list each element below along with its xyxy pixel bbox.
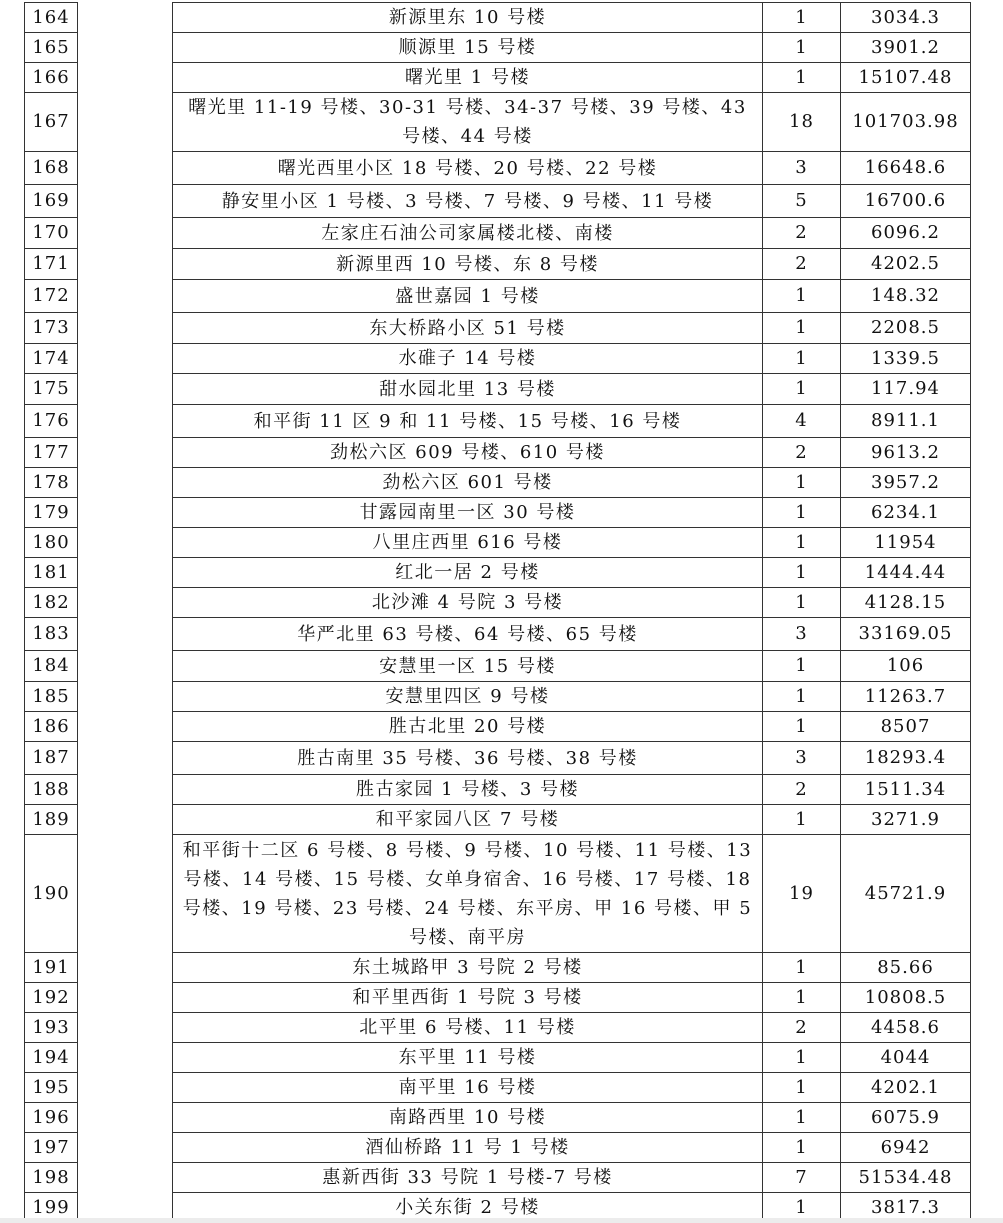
- floor-area-cell: 11954: [841, 528, 971, 558]
- address-cell: 小关东街 2 号楼: [173, 1193, 763, 1223]
- table-row: [25, 1103, 971, 1133]
- district-cell: [78, 344, 173, 374]
- building-count-cell: 1: [763, 651, 841, 682]
- address-cell: 和平家园八区 7 号楼: [173, 805, 763, 835]
- district-cell: [78, 1073, 173, 1103]
- building-count-cell: 1: [763, 1103, 841, 1133]
- table-row: [25, 33, 971, 63]
- floor-area-cell: 8507: [841, 712, 971, 742]
- row-number-cell: 170: [25, 218, 78, 249]
- table-row: [25, 498, 971, 528]
- address-cell: 东平里 11 号楼: [173, 1043, 763, 1073]
- district-cell: [78, 33, 173, 63]
- building-count-cell: 1: [763, 280, 841, 313]
- district-cell: [78, 152, 173, 185]
- row-number-cell: 188: [25, 775, 78, 805]
- district-cell: [78, 3, 173, 33]
- building-count-cell: 3: [763, 152, 841, 185]
- district-cell: [78, 805, 173, 835]
- district-cell: [78, 588, 173, 618]
- table-row: [25, 468, 971, 498]
- district-cell: [78, 218, 173, 249]
- district-cell: [78, 374, 173, 405]
- table-row: [25, 152, 971, 185]
- address-cell: 劲松六区 601 号楼: [173, 468, 763, 498]
- address-cell: 盛世嘉园 1 号楼: [173, 280, 763, 313]
- building-count-cell: 1: [763, 1193, 841, 1223]
- table-row: [25, 712, 971, 742]
- building-count-cell: 1: [763, 3, 841, 33]
- row-number-cell: 168: [25, 152, 78, 185]
- row-number-cell: 176: [25, 405, 78, 438]
- row-number-cell: 187: [25, 742, 78, 775]
- table-row: [25, 1073, 971, 1103]
- floor-area-cell: 11263.7: [841, 682, 971, 712]
- district-cell: [78, 185, 173, 218]
- floor-area-cell: 4458.6: [841, 1013, 971, 1043]
- building-count-cell: 1: [763, 588, 841, 618]
- address-cell: 安慧里四区 9 号楼: [173, 682, 763, 712]
- address-cell: 曙光西里小区 18 号楼、20 号楼、22 号楼: [173, 152, 763, 185]
- row-number-cell: 190: [25, 835, 78, 953]
- building-count-cell: 1: [763, 983, 841, 1013]
- floor-area-cell: 1339.5: [841, 344, 971, 374]
- table-row: [25, 185, 971, 218]
- district-cell: [78, 249, 173, 280]
- floor-area-cell: 101703.98: [841, 93, 971, 152]
- building-count-cell: 1: [763, 374, 841, 405]
- row-number-cell: 179: [25, 498, 78, 528]
- building-count-cell: 1: [763, 712, 841, 742]
- building-count-cell: 7: [763, 1163, 841, 1193]
- district-cell: [78, 280, 173, 313]
- floor-area-cell: 33169.05: [841, 618, 971, 651]
- row-number-cell: 192: [25, 983, 78, 1013]
- building-count-cell: 1: [763, 528, 841, 558]
- floor-area-cell: 1511.34: [841, 775, 971, 805]
- floor-area-cell: 2208.5: [841, 313, 971, 344]
- address-cell: 胜古南里 35 号楼、36 号楼、38 号楼: [173, 742, 763, 775]
- row-number-cell: 196: [25, 1103, 78, 1133]
- address-cell: 劲松六区 609 号楼、610 号楼: [173, 438, 763, 468]
- building-count-cell: 18: [763, 93, 841, 152]
- building-count-cell: 1: [763, 805, 841, 835]
- table-row: [25, 280, 971, 313]
- district-cell: [78, 775, 173, 805]
- floor-area-cell: 6075.9: [841, 1103, 971, 1133]
- building-list-table: [24, 2, 971, 1223]
- floor-area-cell: 4044: [841, 1043, 971, 1073]
- floor-area-cell: 148.32: [841, 280, 971, 313]
- table-row: [25, 1013, 971, 1043]
- building-count-cell: 2: [763, 438, 841, 468]
- address-cell: 和平街十二区 6 号楼、8 号楼、9 号楼、10 号楼、11 号楼、13 号楼、14 号楼、15 号楼、女单身宿舍、16 号楼、17 号楼、18 号楼、19 号楼、23 号楼、24 号楼、东平房、甲 16 号楼、甲 5 号楼、南平房: [173, 835, 763, 953]
- table-row: [25, 374, 971, 405]
- table-row: [25, 1163, 971, 1193]
- address-cell: 红北一居 2 号楼: [173, 558, 763, 588]
- address-cell: 顺源里 15 号楼: [173, 33, 763, 63]
- floor-area-cell: 4202.5: [841, 249, 971, 280]
- building-count-cell: 1: [763, 1073, 841, 1103]
- row-number-cell: 169: [25, 185, 78, 218]
- floor-area-cell: 106: [841, 651, 971, 682]
- row-number-cell: 191: [25, 953, 78, 983]
- table-row: [25, 835, 971, 953]
- district-cell: [78, 983, 173, 1013]
- district-cell: [78, 742, 173, 775]
- table-row: [25, 405, 971, 438]
- building-count-cell: 1: [763, 558, 841, 588]
- row-number-cell: 166: [25, 63, 78, 93]
- floor-area-cell: 3817.3: [841, 1193, 971, 1223]
- table-row: [25, 805, 971, 835]
- address-cell: 新源里东 10 号楼: [173, 3, 763, 33]
- address-cell: 左家庄石油公司家属楼北楼、南楼: [173, 218, 763, 249]
- district-cell: [78, 468, 173, 498]
- row-number-cell: 186: [25, 712, 78, 742]
- building-count-cell: 2: [763, 249, 841, 280]
- district-cell: [78, 528, 173, 558]
- table-row: [25, 93, 971, 152]
- address-cell: 北平里 6 号楼、11 号楼: [173, 1013, 763, 1043]
- floor-area-cell: 117.94: [841, 374, 971, 405]
- row-number-cell: 183: [25, 618, 78, 651]
- district-cell: [78, 1043, 173, 1073]
- building-count-cell: 2: [763, 218, 841, 249]
- row-number-cell: 173: [25, 313, 78, 344]
- building-count-cell: 1: [763, 33, 841, 63]
- building-count-cell: 2: [763, 775, 841, 805]
- district-cell: [78, 1163, 173, 1193]
- district-cell: [78, 405, 173, 438]
- floor-area-cell: 8911.1: [841, 405, 971, 438]
- floor-area-cell: 6096.2: [841, 218, 971, 249]
- address-cell: 东土城路甲 3 号院 2 号楼: [173, 953, 763, 983]
- row-number-cell: 198: [25, 1163, 78, 1193]
- address-cell: 曙光里 1 号楼: [173, 63, 763, 93]
- address-cell: 惠新西街 33 号院 1 号楼-7 号楼: [173, 1163, 763, 1193]
- row-number-cell: 171: [25, 249, 78, 280]
- table-row: [25, 618, 971, 651]
- row-number-cell: 199: [25, 1193, 78, 1223]
- table-row: [25, 249, 971, 280]
- table-row: [25, 775, 971, 805]
- address-cell: 甘露园南里一区 30 号楼: [173, 498, 763, 528]
- district-cell: [78, 498, 173, 528]
- address-cell: 东大桥路小区 51 号楼: [173, 313, 763, 344]
- address-cell: 和平街 11 区 9 和 11 号楼、15 号楼、16 号楼: [173, 405, 763, 438]
- floor-area-cell: 45721.9: [841, 835, 971, 953]
- building-count-cell: 1: [763, 344, 841, 374]
- table-row: [25, 344, 971, 374]
- building-count-cell: 1: [763, 468, 841, 498]
- table-row: [25, 558, 971, 588]
- table-body: [25, 3, 971, 1223]
- row-number-cell: 164: [25, 3, 78, 33]
- floor-area-cell: 18293.4: [841, 742, 971, 775]
- table-row: [25, 1133, 971, 1163]
- table-row: [25, 313, 971, 344]
- table-row: [25, 651, 971, 682]
- row-number-cell: 193: [25, 1013, 78, 1043]
- row-number-cell: 177: [25, 438, 78, 468]
- building-count-cell: 1: [763, 63, 841, 93]
- page-bottom-edge: [0, 1218, 1003, 1223]
- district-cell: [78, 93, 173, 152]
- row-number-cell: 178: [25, 468, 78, 498]
- table-row: [25, 682, 971, 712]
- row-number-cell: 174: [25, 344, 78, 374]
- address-cell: 和平里西街 1 号院 3 号楼: [173, 983, 763, 1013]
- building-count-cell: 1: [763, 1133, 841, 1163]
- row-number-cell: 172: [25, 280, 78, 313]
- floor-area-cell: 3271.9: [841, 805, 971, 835]
- building-count-cell: 19: [763, 835, 841, 953]
- table-row: [25, 528, 971, 558]
- address-cell: 北沙滩 4 号院 3 号楼: [173, 588, 763, 618]
- floor-area-cell: 3957.2: [841, 468, 971, 498]
- table-row: [25, 1043, 971, 1073]
- building-count-cell: 4: [763, 405, 841, 438]
- row-number-cell: 182: [25, 588, 78, 618]
- district-cell: [78, 438, 173, 468]
- row-number-cell: 197: [25, 1133, 78, 1163]
- table-row: [25, 218, 971, 249]
- floor-area-cell: 10808.5: [841, 983, 971, 1013]
- table-row: [25, 983, 971, 1013]
- table-row: [25, 63, 971, 93]
- row-number-cell: 194: [25, 1043, 78, 1073]
- floor-area-cell: 4128.15: [841, 588, 971, 618]
- floor-area-cell: 9613.2: [841, 438, 971, 468]
- row-number-cell: 175: [25, 374, 78, 405]
- address-cell: 酒仙桥路 11 号 1 号楼: [173, 1133, 763, 1163]
- building-count-cell: 1: [763, 498, 841, 528]
- row-number-cell: 181: [25, 558, 78, 588]
- floor-area-cell: 51534.48: [841, 1163, 971, 1193]
- district-cell: [78, 63, 173, 93]
- address-cell: 安慧里一区 15 号楼: [173, 651, 763, 682]
- row-number-cell: 180: [25, 528, 78, 558]
- building-count-cell: 1: [763, 682, 841, 712]
- floor-area-cell: 85.66: [841, 953, 971, 983]
- district-cell: [78, 1013, 173, 1043]
- floor-area-cell: 3901.2: [841, 33, 971, 63]
- district-cell: [78, 953, 173, 983]
- row-number-cell: 195: [25, 1073, 78, 1103]
- building-count-cell: 3: [763, 618, 841, 651]
- district-cell: [78, 618, 173, 651]
- row-number-cell: 189: [25, 805, 78, 835]
- floor-area-cell: 15107.48: [841, 63, 971, 93]
- row-number-cell: 167: [25, 93, 78, 152]
- row-number-cell: 165: [25, 33, 78, 63]
- floor-area-cell: 3034.3: [841, 3, 971, 33]
- district-cell: [78, 558, 173, 588]
- floor-area-cell: 4202.1: [841, 1073, 971, 1103]
- district-cell: [78, 712, 173, 742]
- address-cell: 甜水园北里 13 号楼: [173, 374, 763, 405]
- district-cell: [78, 835, 173, 953]
- address-cell: 静安里小区 1 号楼、3 号楼、7 号楼、9 号楼、11 号楼: [173, 185, 763, 218]
- address-cell: 胜古家园 1 号楼、3 号楼: [173, 775, 763, 805]
- address-cell: 胜古北里 20 号楼: [173, 712, 763, 742]
- address-cell: 华严北里 63 号楼、64 号楼、65 号楼: [173, 618, 763, 651]
- table-row: [25, 742, 971, 775]
- table-row: [25, 438, 971, 468]
- building-count-cell: 1: [763, 953, 841, 983]
- floor-area-cell: 16648.6: [841, 152, 971, 185]
- district-cell: [78, 1103, 173, 1133]
- floor-area-cell: 16700.6: [841, 185, 971, 218]
- floor-area-cell: 6234.1: [841, 498, 971, 528]
- district-cell: [78, 1133, 173, 1163]
- address-cell: 曙光里 11-19 号楼、30-31 号楼、34-37 号楼、39 号楼、43 号楼、44 号楼: [173, 93, 763, 152]
- row-number-cell: 185: [25, 682, 78, 712]
- address-cell: 水碓子 14 号楼: [173, 344, 763, 374]
- building-count-cell: 1: [763, 1043, 841, 1073]
- building-count-cell: 5: [763, 185, 841, 218]
- table-row: [25, 3, 971, 33]
- address-cell: 南路西里 10 号楼: [173, 1103, 763, 1133]
- district-cell: [78, 313, 173, 344]
- building-count-cell: 1: [763, 313, 841, 344]
- floor-area-cell: 1444.44: [841, 558, 971, 588]
- district-cell: [78, 651, 173, 682]
- building-count-cell: 3: [763, 742, 841, 775]
- table-row: [25, 588, 971, 618]
- district-cell: [78, 682, 173, 712]
- row-number-cell: 184: [25, 651, 78, 682]
- address-cell: 八里庄西里 616 号楼: [173, 528, 763, 558]
- address-cell: 新源里西 10 号楼、东 8 号楼: [173, 249, 763, 280]
- table-row: [25, 953, 971, 983]
- building-count-cell: 2: [763, 1013, 841, 1043]
- address-cell: 南平里 16 号楼: [173, 1073, 763, 1103]
- floor-area-cell: 6942: [841, 1133, 971, 1163]
